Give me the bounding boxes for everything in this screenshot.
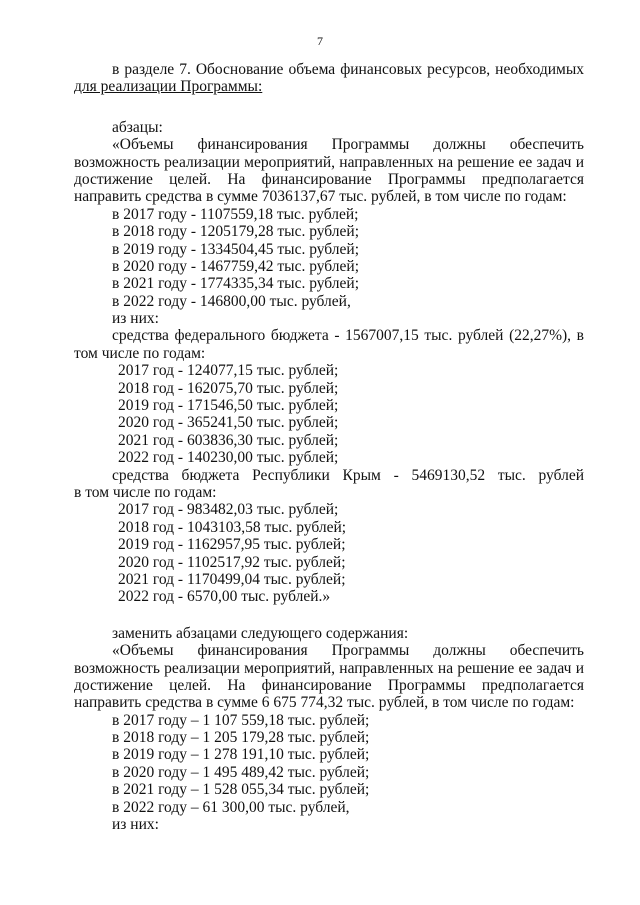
federal-budget-line: средства федерального бюджета - 1567007,15 тыс. рублей (22,27%), в (112, 327, 584, 345)
federal-year-line: 2019 год - 171546,50 тыс. рублей; (118, 397, 339, 415)
federal-year-line: 2021 год - 603836,30 тыс. рублей; (118, 431, 339, 449)
crimea-year-line: 2020 год - 1102517,92 тыс. рублей; (118, 553, 346, 571)
federal-year-line: 2018 год - 162075,70 тыс. рублей; (118, 379, 339, 397)
federal-year-line: 2022 год - 140230,00 тыс. рублей; (118, 449, 339, 467)
old-paragraph-line: направить средства в сумме 7036137,67 тыс. рублей, в том числе по годам: (74, 188, 567, 206)
document-body (74, 61, 584, 833)
crimea-year-line: 2019 год - 1162957,95 тыс. рублей; (118, 536, 346, 554)
old-total-year-line: в 2022 году - 146800,00 тыс. рублей, (112, 292, 351, 310)
new-block-label: заменить абзацами следующего содержания: (112, 624, 409, 642)
crimea-year-line: 2021 год - 1170499,04 тыс. рублей; (118, 570, 346, 588)
old-block-label: абзацы: (112, 118, 163, 136)
section-heading-line: для реализации Программы: (74, 78, 263, 96)
crimea-budget-line: в том числе по годам: (74, 483, 217, 501)
new-total-year-line: в 2019 году – 1 278 191,10 тыс. рублей; (112, 746, 370, 764)
new-total-year-line: в 2022 году – 61 300,00 тыс. рублей, (112, 798, 350, 816)
old-total-year-line: в 2020 году - 1467759,42 тыс. рублей; (112, 257, 360, 275)
old-total-year-line: в 2018 году - 1205179,28 тыс. рублей; (112, 223, 360, 241)
new-total-year-line: в 2020 году – 1 495 489,42 тыс. рублей; (112, 763, 370, 781)
page-number: 7 (317, 34, 323, 48)
old-paragraph-line: достижение целей. На финансирование Программы предполагается (74, 170, 584, 188)
federal-year-line: 2020 год - 365241,50 тыс. рублей; (118, 414, 339, 432)
new-paragraph-line: достижение целей. На финансирование Программы предполагается (74, 676, 584, 694)
old-paragraph-line: возможность реализации мероприятий, направленных на решение ее задач и (74, 153, 584, 171)
old-total-year-line: в 2021 году - 1774335,34 тыс. рублей; (112, 275, 360, 293)
crimea-year-line: 2017 год - 983482,03 тыс. рублей; (118, 501, 339, 519)
new-total-year-line: в 2017 году – 1 107 559,18 тыс. рублей; (112, 711, 370, 729)
crimea-year-line: 2022 год - 6570,00 тыс. рублей.» (118, 588, 331, 606)
old-paragraph-line: «Объемы финансирования Программы должны обеспечить (112, 136, 584, 154)
new-paragraph-line: «Объемы финансирования Программы должны обеспечить (112, 642, 584, 660)
federal-year-line: 2017 год - 124077,15 тыс. рублей; (118, 362, 339, 380)
old-of-them: из них: (112, 310, 159, 328)
new-total-year-line: в 2018 году – 1 205 179,28 тыс. рублей; (112, 729, 370, 747)
new-paragraph-line: возможность реализации мероприятий, направленных на решение ее задач и (74, 659, 584, 677)
old-total-year-line: в 2017 году - 1107559,18 тыс. рублей; (112, 205, 359, 223)
new-paragraph-line: направить средства в сумме 6 675 774,32 тыс. рублей, в том числе по годам: (74, 694, 575, 712)
crimea-year-line: 2018 год - 1043103,58 тыс. рублей; (118, 518, 347, 536)
section-heading-line: в разделе 7. Обоснование объема финансовых ресурсов, необходимых (112, 61, 584, 78)
federal-budget-line: том числе по годам: (74, 344, 206, 362)
old-total-year-line: в 2019 году - 1334504,45 тыс. рублей; (112, 240, 360, 258)
crimea-budget-line: средства бюджета Республики Крым - 5469130,52 тыс. рублей (112, 466, 584, 484)
new-total-year-line: в 2021 году – 1 528 055,34 тыс. рублей; (112, 781, 370, 799)
new-of-them: из них: (112, 816, 159, 834)
